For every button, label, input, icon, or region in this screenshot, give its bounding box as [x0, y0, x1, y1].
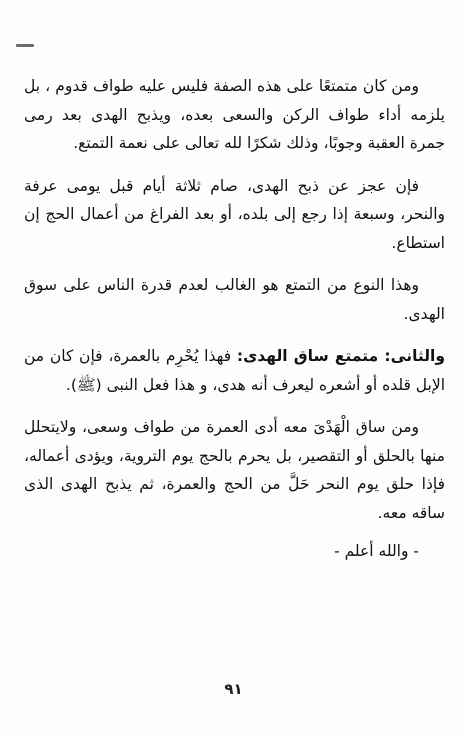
paragraph-common-type: وهذا النوع من التمتع هو الغالب لعدم قدرة الناس على سوق الهدى.: [24, 276, 445, 323]
closing-phrase: - والله أعلم -: [334, 542, 419, 560]
page-number: ٩١: [224, 680, 243, 698]
paragraph-tamattu-conditions: ومن كان متمتعًا على هذه الصفة فليس عليه طواف قدوم ، بل يلزمه أداء طواف الركن والسعى بعده، ويذبح الهدى بعد رمى جمرة العقبة وجوبًا، وذلك شكرًا لله تعالى على نعمة التمتع.: [24, 77, 445, 152]
top-left-mark: [16, 44, 34, 47]
section-heading-text: فهذا يُحْرِم بالعمرة، فإن كان من الإبل قلده أو أشعره ليعرف أنه هدى، و هذا فعل النبى (ﷺ).: [24, 347, 445, 394]
paragraph-fasting-alternative: فإن عجز عن ذبح الهدى، صام ثلاثة أيام قبل يومى عرفة والنحر، وسبعة إذا رجع إلى بلده، أو بعد الفراغ من أعمال الحج إن استطاع.: [24, 176, 445, 252]
paragraph-second-type: [24, 342, 445, 399]
paragraph-hady-procedure: ومن ساق الْهَدْىَ معه أدى العمرة من طواف وسعى، ولايتحلل منها بالحلق أو التقصير، بل يحرم بالحج يوم التروية، ويؤدى أعماله، فإذا حلق يوم النحر حَلَّ من الحج والعمرة، ثم يذبح الهدى الذى ساقه معه.: [24, 418, 445, 522]
section-heading: والثانى: متمتع ساق الهدى:: [236, 347, 445, 365]
page-body: [24, 72, 445, 580]
